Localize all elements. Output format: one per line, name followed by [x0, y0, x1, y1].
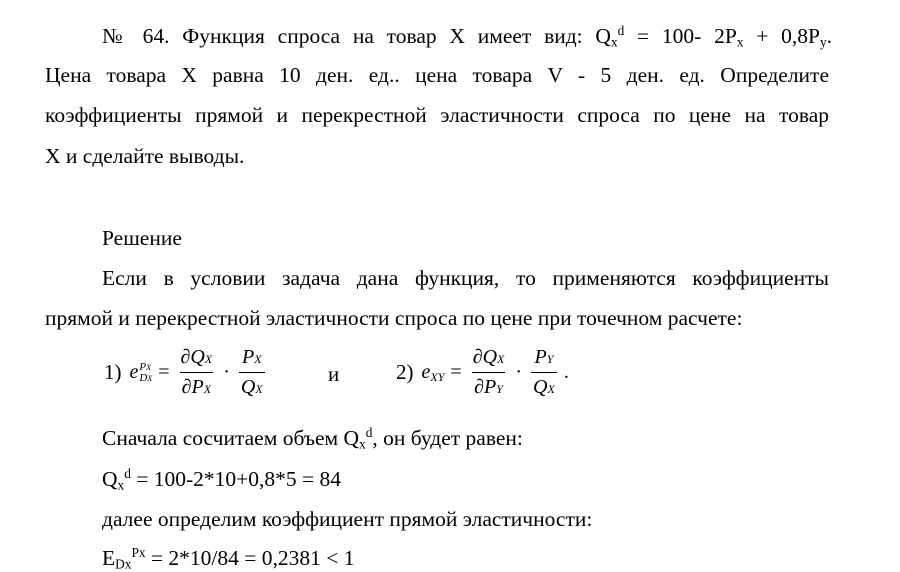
calc-direct-elasticity: $E_{Dx}^{Px} = 2*10/84 = 0,2381 < 1$ [102, 544, 355, 572]
solution-para-line-2: прямой и перекрестной эластичности спроса по цене при точечном расчете: [45, 306, 743, 330]
fraction-p-q: $\frac{PX}{QX}$ [240, 346, 263, 398]
solution-heading: Решение [102, 226, 182, 250]
fraction-dqx-dpy: $\frac{\partial QX}{\partial PY}$ [472, 346, 505, 398]
problem-line-2: Цена товара X равна 10 ден. ед.. цена товара V - 5 ден. ед. Определите [45, 63, 829, 87]
cross-elasticity-symbol: $e_{XY}$ [421, 361, 445, 384]
problem-number: № 64. [102, 24, 170, 48]
problem-line-4: X и сделайте выводы. [45, 144, 245, 168]
formula-direct-elasticity: 1) e PX DX = $\frac{\partial QX}{\partial PX}$ · $\frac{PX}{QX}$ [104, 346, 263, 398]
problem-line-1: № 64. Функция спроса на товар X имеет вид: $Q_x^d = 100-$ $2P_x + 0,8P_y$. [102, 22, 833, 50]
fraction-dq-dp: $\frac{\partial QX}{\partial PX}$ [180, 346, 213, 398]
direct-elasticity-symbol: e PX DX [129, 360, 153, 385]
calc-volume: $Q_x^d = 100-2*10+0,8*5 = 84$ [102, 465, 342, 493]
solution-para-line-1: Если в условии задача дана функция, то применяются коэффициенты [102, 266, 829, 290]
step-direct-elasticity: далее определим коэффициент прямой эластичности: [102, 507, 593, 531]
conjunction: и [328, 362, 340, 386]
elasticity-formulas [0, 342, 900, 410]
formula-cross-elasticity: 2) $e_{XY}$ = $\frac{\partial QX}{\partial PY}$ · $\frac{PY}{QX}$ . [396, 346, 569, 398]
problem-line-3: коэффициенты прямой и перекрестной эластичности спроса по цене на товар [45, 103, 829, 127]
step-volume: Сначала сосчитаем объем $Q_x^d$, он будет равен: [102, 424, 523, 452]
fraction-py-qx: $\frac{PY}{QX}$ [533, 346, 555, 398]
